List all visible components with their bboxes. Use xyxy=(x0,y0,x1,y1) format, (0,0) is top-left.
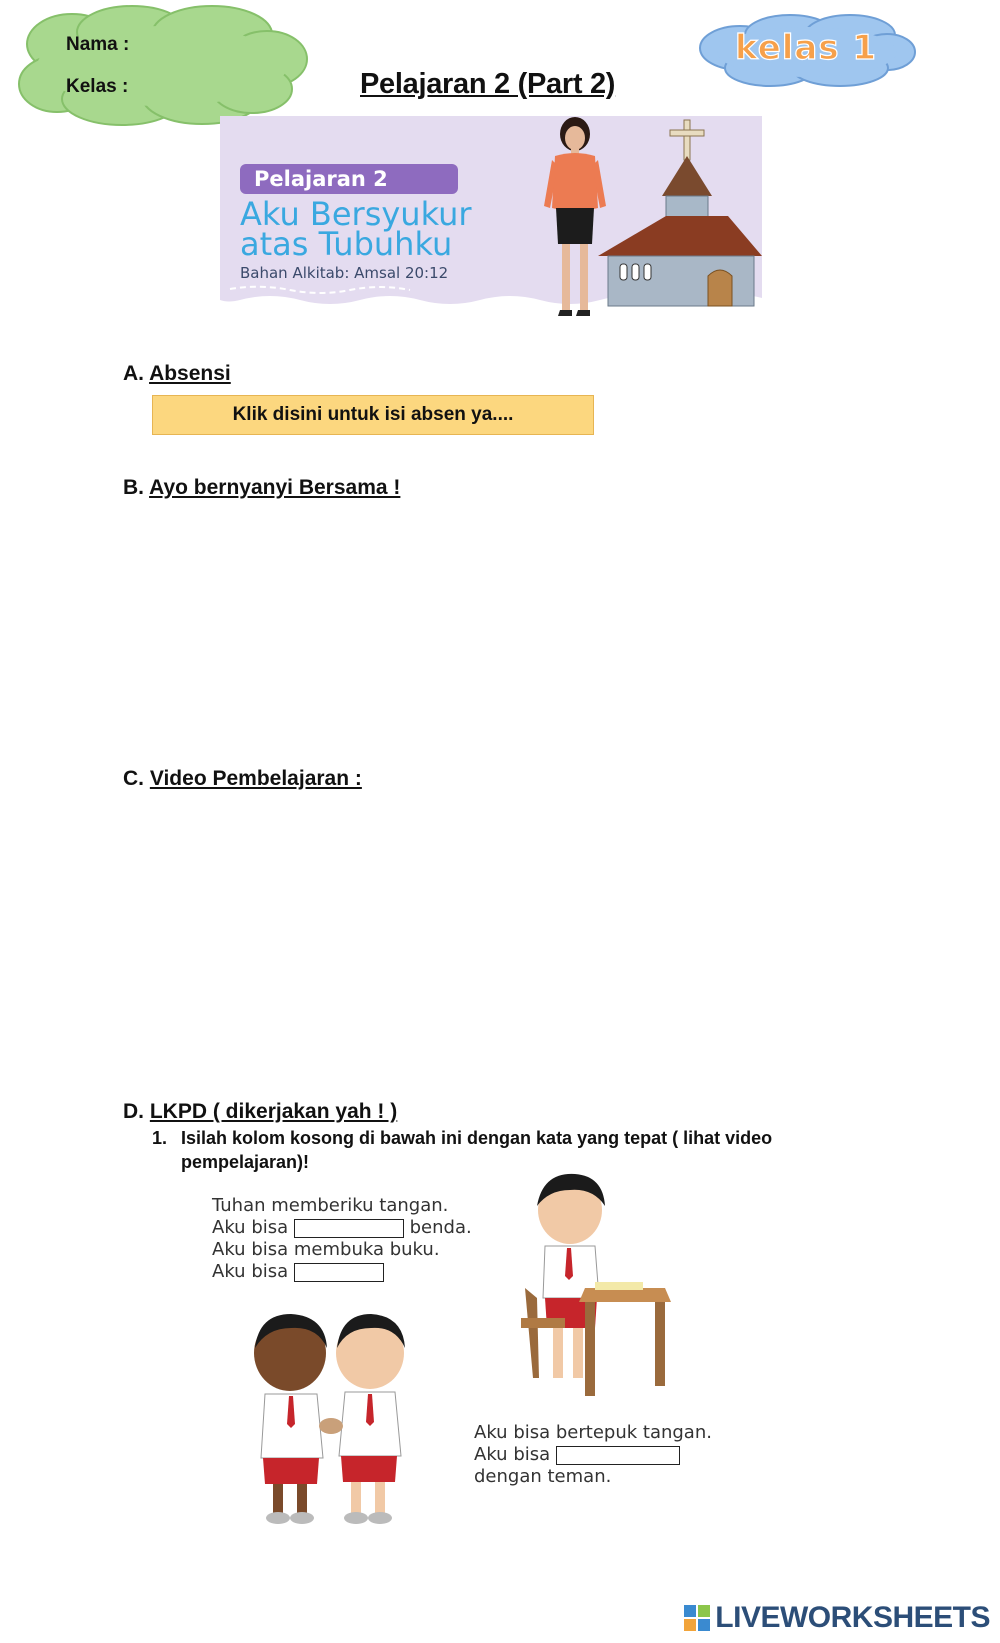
lesson-banner xyxy=(220,116,762,328)
lesson-heading-line1: Aku Bersyukur xyxy=(240,195,472,233)
section-c-label: Video Pembelajaran : xyxy=(149,767,362,790)
liveworksheets-grid-icon xyxy=(683,1604,711,1632)
question-1-number: 1. xyxy=(152,1128,168,1148)
lesson-tag-text: Pelajaran 2 xyxy=(254,167,388,191)
ws-line-4 xyxy=(212,1261,472,1283)
attendance-button[interactable]: Klik disini untuk isi absen ya.... xyxy=(152,395,594,435)
section-c-heading xyxy=(123,767,362,791)
ws2-line-2 xyxy=(474,1444,712,1466)
liveworksheets-brand: LIVEWORKSHEETS xyxy=(715,1601,990,1634)
ws2-line-3: dengan teman. xyxy=(474,1466,612,1487)
lesson-heading-line2: atas Tubuhku xyxy=(240,225,453,263)
nama-label: Nama : xyxy=(66,34,130,55)
blank-input-3[interactable] xyxy=(556,1446,680,1465)
bible-reference: Bahan Alkitab: Amsal 20:12 xyxy=(240,264,449,282)
church-illustration xyxy=(598,116,762,311)
ws-line-2-post: benda. xyxy=(409,1217,472,1238)
ws-line-1: Tuhan memberiku tangan. xyxy=(212,1195,449,1216)
section-d-heading xyxy=(123,1100,397,1124)
liveworksheets-logo[interactable] xyxy=(683,1601,990,1635)
worksheet-block-1 xyxy=(212,1195,472,1283)
section-b-label: Ayo bernyanyi Bersama ! xyxy=(149,476,401,499)
ws-line-4-pre: Aku bisa xyxy=(212,1261,289,1282)
section-a-heading xyxy=(123,362,231,386)
green-cloud-shape xyxy=(12,4,312,129)
section-a-letter: A. xyxy=(123,362,144,385)
worksheet-block-2 xyxy=(474,1422,712,1488)
ws-line-2 xyxy=(212,1217,472,1239)
boys-handshake-illustration xyxy=(245,1308,420,1528)
ws-line-2-pre: Aku bisa xyxy=(212,1217,289,1238)
blank-input-2[interactable] xyxy=(294,1263,384,1282)
ws2-line-1: Aku bisa bertepuk tangan. xyxy=(474,1422,712,1443)
section-b-heading xyxy=(123,476,400,500)
blank-input-1[interactable] xyxy=(294,1219,404,1238)
section-d-letter: D. xyxy=(123,1100,144,1123)
ws-line-3: Aku bisa membuka buku. xyxy=(212,1239,440,1260)
boy-writing-illustration xyxy=(515,1168,675,1400)
section-c-letter: C. xyxy=(123,767,144,790)
page-title: Pelajaran 2 (Part 2) xyxy=(360,68,616,100)
question-1-line1: Isilah kolom kosong di bawah ini dengan kata yang tepat ( lihat video xyxy=(181,1128,773,1148)
section-d-label: LKPD ( dikerjakan yah ! ) xyxy=(149,1100,398,1123)
section-a-label: Absensi xyxy=(149,362,231,385)
section-b-letter: B. xyxy=(123,476,144,499)
question-1-line2: pempelajaran)! xyxy=(181,1152,310,1172)
name-class-cloud xyxy=(12,4,312,129)
ws2-line-2-pre: Aku bisa xyxy=(474,1444,551,1465)
kelas-badge-text: kelas 1 xyxy=(735,28,878,68)
class-badge-cloud xyxy=(695,10,917,90)
kelas-label: Kelas : xyxy=(66,76,129,97)
